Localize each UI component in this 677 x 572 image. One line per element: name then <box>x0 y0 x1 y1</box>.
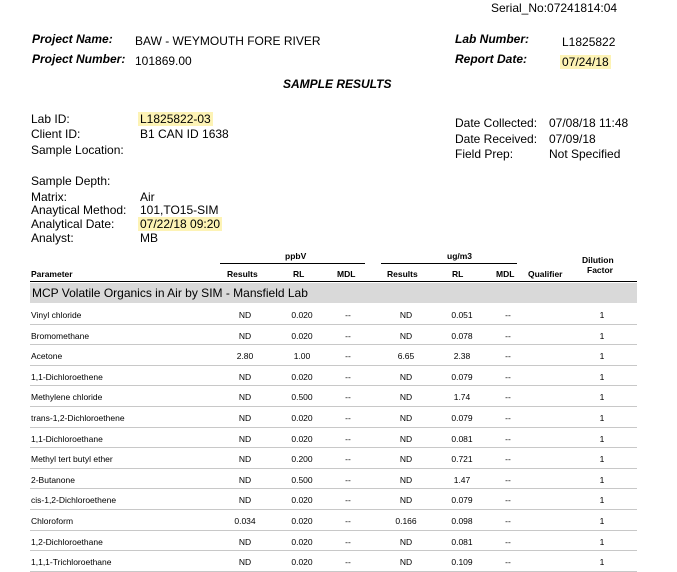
ppbv-result-cell: ND <box>238 413 252 423</box>
param-cell: Chloroform <box>31 516 74 526</box>
ugm3-result-cell: ND <box>399 433 413 444</box>
param-cell: trans-1,2-Dichloroethene <box>31 413 125 423</box>
header-underline <box>30 281 637 282</box>
ppbv-rl-cell: 0.020 <box>291 557 313 568</box>
ugm3-result-cell: ND <box>399 495 413 506</box>
analytical-date-label: Analytical Date: <box>31 217 115 231</box>
ugm3-result-cell: ND <box>399 330 413 341</box>
project-name: BAW - WEYMOUTH FORE RIVER <box>135 34 321 48</box>
ugm3-mdl-cell: -- <box>505 495 511 506</box>
col-rl: RL <box>293 269 305 279</box>
ugm3-mdl-cell: -- <box>505 413 511 423</box>
ugm3-rl-cell: 0.078 <box>451 330 473 341</box>
ppbv-group-header: ppbV <box>285 251 307 261</box>
ugm3-rl-cell: 0.079 <box>451 371 473 382</box>
ppbv-result-cell: ND <box>238 454 252 465</box>
dilution-cell: 1 <box>599 536 605 547</box>
ugm3-rl-cell: 1.47 <box>453 474 471 485</box>
dilution-cell: 1 <box>599 557 605 568</box>
row-divider <box>30 550 637 551</box>
project-number: 101869.00 <box>135 54 192 68</box>
ugm3-rl-cell: 0.081 <box>451 433 473 444</box>
factor-header: Factor <box>587 265 613 275</box>
dilution-cell: 1 <box>599 392 605 403</box>
sample-location-label: Sample Location: <box>31 143 124 157</box>
ppbv-result-cell: 0.034 <box>234 516 256 526</box>
dilution-header: Dilution <box>582 255 614 265</box>
col-qualifier: Qualifier <box>528 269 563 279</box>
dilution-cell: 1 <box>599 413 605 423</box>
sample-depth-label: Sample Depth: <box>31 174 111 188</box>
ppbv-rl-cell: 0.020 <box>291 310 313 320</box>
matrix: Air <box>140 190 155 204</box>
ugm3-mdl-cell: -- <box>505 454 511 465</box>
dilution-cell: 1 <box>599 454 605 465</box>
row-divider <box>30 365 637 366</box>
ugm3-rl-cell: 0.051 <box>451 310 473 320</box>
col-results: Results <box>227 269 258 279</box>
client-id-label: Client ID: <box>31 127 81 141</box>
row-divider <box>30 447 637 448</box>
report-date: 07/24/18 <box>562 55 609 69</box>
ppbv-result-cell: ND <box>238 474 252 485</box>
group-row <box>30 283 637 303</box>
col-mdl: MDL <box>337 269 356 279</box>
serial-number: Serial_No:07241814:04 <box>491 1 618 15</box>
param-cell: 1,1,1-Trichloroethane <box>31 557 112 568</box>
ppbv-result-cell: ND <box>238 433 252 444</box>
ppbv-result-cell: ND <box>238 557 252 568</box>
ugm3-result-cell: ND <box>399 536 413 547</box>
ugm3-rl-cell: 0.081 <box>451 536 473 547</box>
param-cell: Methylene chloride <box>31 392 103 403</box>
ppbv-mdl-cell: -- <box>345 351 351 362</box>
ugm3-result-cell: 0.166 <box>395 516 417 526</box>
ugm3-result-cell: ND <box>399 474 413 485</box>
row-divider <box>30 509 637 510</box>
analyst-label: Analyst: <box>31 231 74 245</box>
param-cell: 1,1-Dichloroethane <box>31 433 103 444</box>
param-cell: cis-1,2-Dichloroethene <box>31 495 117 506</box>
ugm3-mdl-cell: -- <box>505 351 511 362</box>
ugm3-result-cell: ND <box>399 371 413 382</box>
param-cell: 1,2-Dichloroethane <box>31 536 103 547</box>
ppbv-rl-cell: 0.020 <box>291 371 313 382</box>
client-id: B1 CAN ID 1638 <box>140 127 229 141</box>
ppbv-mdl-cell: -- <box>345 413 351 423</box>
ugm3-mdl-cell: -- <box>505 330 511 341</box>
matrix-label: Matrix: <box>31 190 67 204</box>
analyst: MB <box>140 231 158 245</box>
ppbv-rl-cell: 0.020 <box>291 536 313 547</box>
ugm3-rl-cell: 0.109 <box>451 557 473 568</box>
row-divider <box>30 530 637 531</box>
col-mdl-ugm3: MDL <box>496 269 515 279</box>
ugm3-result-cell: ND <box>399 413 413 423</box>
field-prep: Not Specified <box>549 147 621 161</box>
dilution-cell: 1 <box>599 371 605 382</box>
ppbv-rl-cell: 0.500 <box>291 392 313 403</box>
ppbv-rl-cell: 1.00 <box>293 351 311 362</box>
ppbv-rl-cell: 0.200 <box>291 454 313 465</box>
ugm3-result-cell: ND <box>399 454 413 465</box>
ugm3-mdl-cell: -- <box>505 474 511 485</box>
analytical-date: 07/22/18 09:20 <box>140 217 221 231</box>
analytical-method-label: Anaytical Method: <box>31 203 127 217</box>
ppbv-rl-cell: 0.020 <box>291 495 313 506</box>
dilution-cell: 1 <box>599 351 605 362</box>
ppbv-rl-cell: 0.020 <box>291 330 313 341</box>
dilution-cell: 1 <box>599 516 605 526</box>
date-received-label: Date Received: <box>455 132 538 146</box>
ugm3-group-header: ug/m3 <box>447 251 473 261</box>
ppbv-mdl-cell: -- <box>345 330 351 341</box>
ppbv-mdl-cell: -- <box>345 310 351 320</box>
row-divider <box>30 427 637 428</box>
lab-id: L1825822-03 <box>140 112 211 126</box>
date-received: 07/09/18 <box>549 132 596 146</box>
ppbv-result-cell: ND <box>238 392 252 403</box>
row-divider <box>30 344 637 345</box>
project-name-label: Project Name: <box>32 32 113 46</box>
param-cell: Methyl tert butyl ether <box>31 454 113 465</box>
report-date-label: Report Date: <box>455 52 528 66</box>
ugm3-rl-cell: 0.721 <box>451 454 473 465</box>
param-cell: 2-Butanone <box>31 474 75 485</box>
param-cell: Acetone <box>31 351 63 362</box>
ppbv-mdl-cell: -- <box>345 474 351 485</box>
ppbv-mdl-cell: -- <box>345 433 351 444</box>
ugm3-result-cell: ND <box>399 557 413 568</box>
ppbv-rl-cell: 0.020 <box>291 413 313 423</box>
ppbv-mdl-cell: -- <box>345 516 351 526</box>
ppbv-mdl-cell: -- <box>345 495 351 506</box>
row-divider <box>30 488 637 489</box>
param-cell: Bromomethane <box>31 330 90 341</box>
ppbv-result-cell: ND <box>238 310 252 320</box>
ugm3-rl-cell: 0.079 <box>451 413 473 423</box>
date-collected-label: Date Collected: <box>455 116 538 130</box>
ppbv-group-underline <box>220 263 365 264</box>
dilution-cell: 1 <box>599 495 605 506</box>
col-parameter: Parameter <box>31 269 73 279</box>
ppbv-result-cell: ND <box>238 330 252 341</box>
group-title: MCP Volatile Organics in Air by SIM - Mansfield Lab <box>32 286 308 300</box>
section-title: SAMPLE RESULTS <box>283 77 392 91</box>
ppbv-result-cell: 2.80 <box>236 351 254 362</box>
row-divider <box>30 468 637 469</box>
row-divider <box>30 406 637 407</box>
ugm3-result-cell: ND <box>399 310 413 320</box>
ppbv-mdl-cell: -- <box>345 536 351 547</box>
ugm3-result-cell: 6.65 <box>397 351 415 362</box>
ppbv-mdl-cell: -- <box>345 557 351 568</box>
ugm3-rl-cell: 2.38 <box>453 351 471 362</box>
ugm3-mdl-cell: -- <box>505 392 511 403</box>
lab-number: L1825822 <box>562 35 616 49</box>
ppbv-mdl-cell: -- <box>345 454 351 465</box>
dilution-cell: 1 <box>599 310 605 320</box>
ugm3-mdl-cell: -- <box>505 433 511 444</box>
ppbv-result-cell: ND <box>238 371 252 382</box>
row-divider <box>30 324 637 325</box>
row-divider <box>30 385 637 386</box>
ppbv-rl-cell: 0.020 <box>291 516 313 526</box>
ppbv-mdl-cell: -- <box>345 371 351 382</box>
ugm3-mdl-cell: -- <box>505 516 511 526</box>
ugm3-mdl-cell: -- <box>505 557 511 568</box>
ppbv-rl-cell: 0.020 <box>291 433 313 444</box>
dilution-cell: 1 <box>599 474 605 485</box>
ppbv-rl-cell: 0.500 <box>291 474 313 485</box>
dilution-cell: 1 <box>599 433 605 444</box>
ugm3-mdl-cell: -- <box>505 310 511 320</box>
ppbv-mdl-cell: -- <box>345 392 351 403</box>
ugm3-rl-cell: 0.098 <box>451 516 473 526</box>
lab-number-label: Lab Number: <box>455 32 530 46</box>
ugm3-rl-cell: 1.74 <box>453 392 471 403</box>
param-cell: Vinyl chloride <box>31 310 82 320</box>
ugm3-rl-cell: 0.079 <box>451 495 473 506</box>
ppbv-result-cell: ND <box>238 536 252 547</box>
ugm3-mdl-cell: -- <box>505 536 511 547</box>
ugm3-result-cell: ND <box>399 392 413 403</box>
analytical-method: 101,TO15-SIM <box>140 203 219 217</box>
ugm3-mdl-cell: -- <box>505 371 511 382</box>
lab-id-label: Lab ID: <box>31 112 70 126</box>
param-cell: 1,1-Dichloroethene <box>31 371 103 382</box>
col-results-ugm3: Results <box>387 269 418 279</box>
date-collected: 07/08/18 11:48 <box>549 116 629 130</box>
dilution-cell: 1 <box>599 330 605 341</box>
ppbv-result-cell: ND <box>238 495 252 506</box>
field-prep-label: Field Prep: <box>455 147 514 161</box>
col-rl-ugm3: RL <box>452 269 464 279</box>
project-number-label: Project Number: <box>32 52 126 66</box>
ugm3-group-underline <box>381 263 517 264</box>
